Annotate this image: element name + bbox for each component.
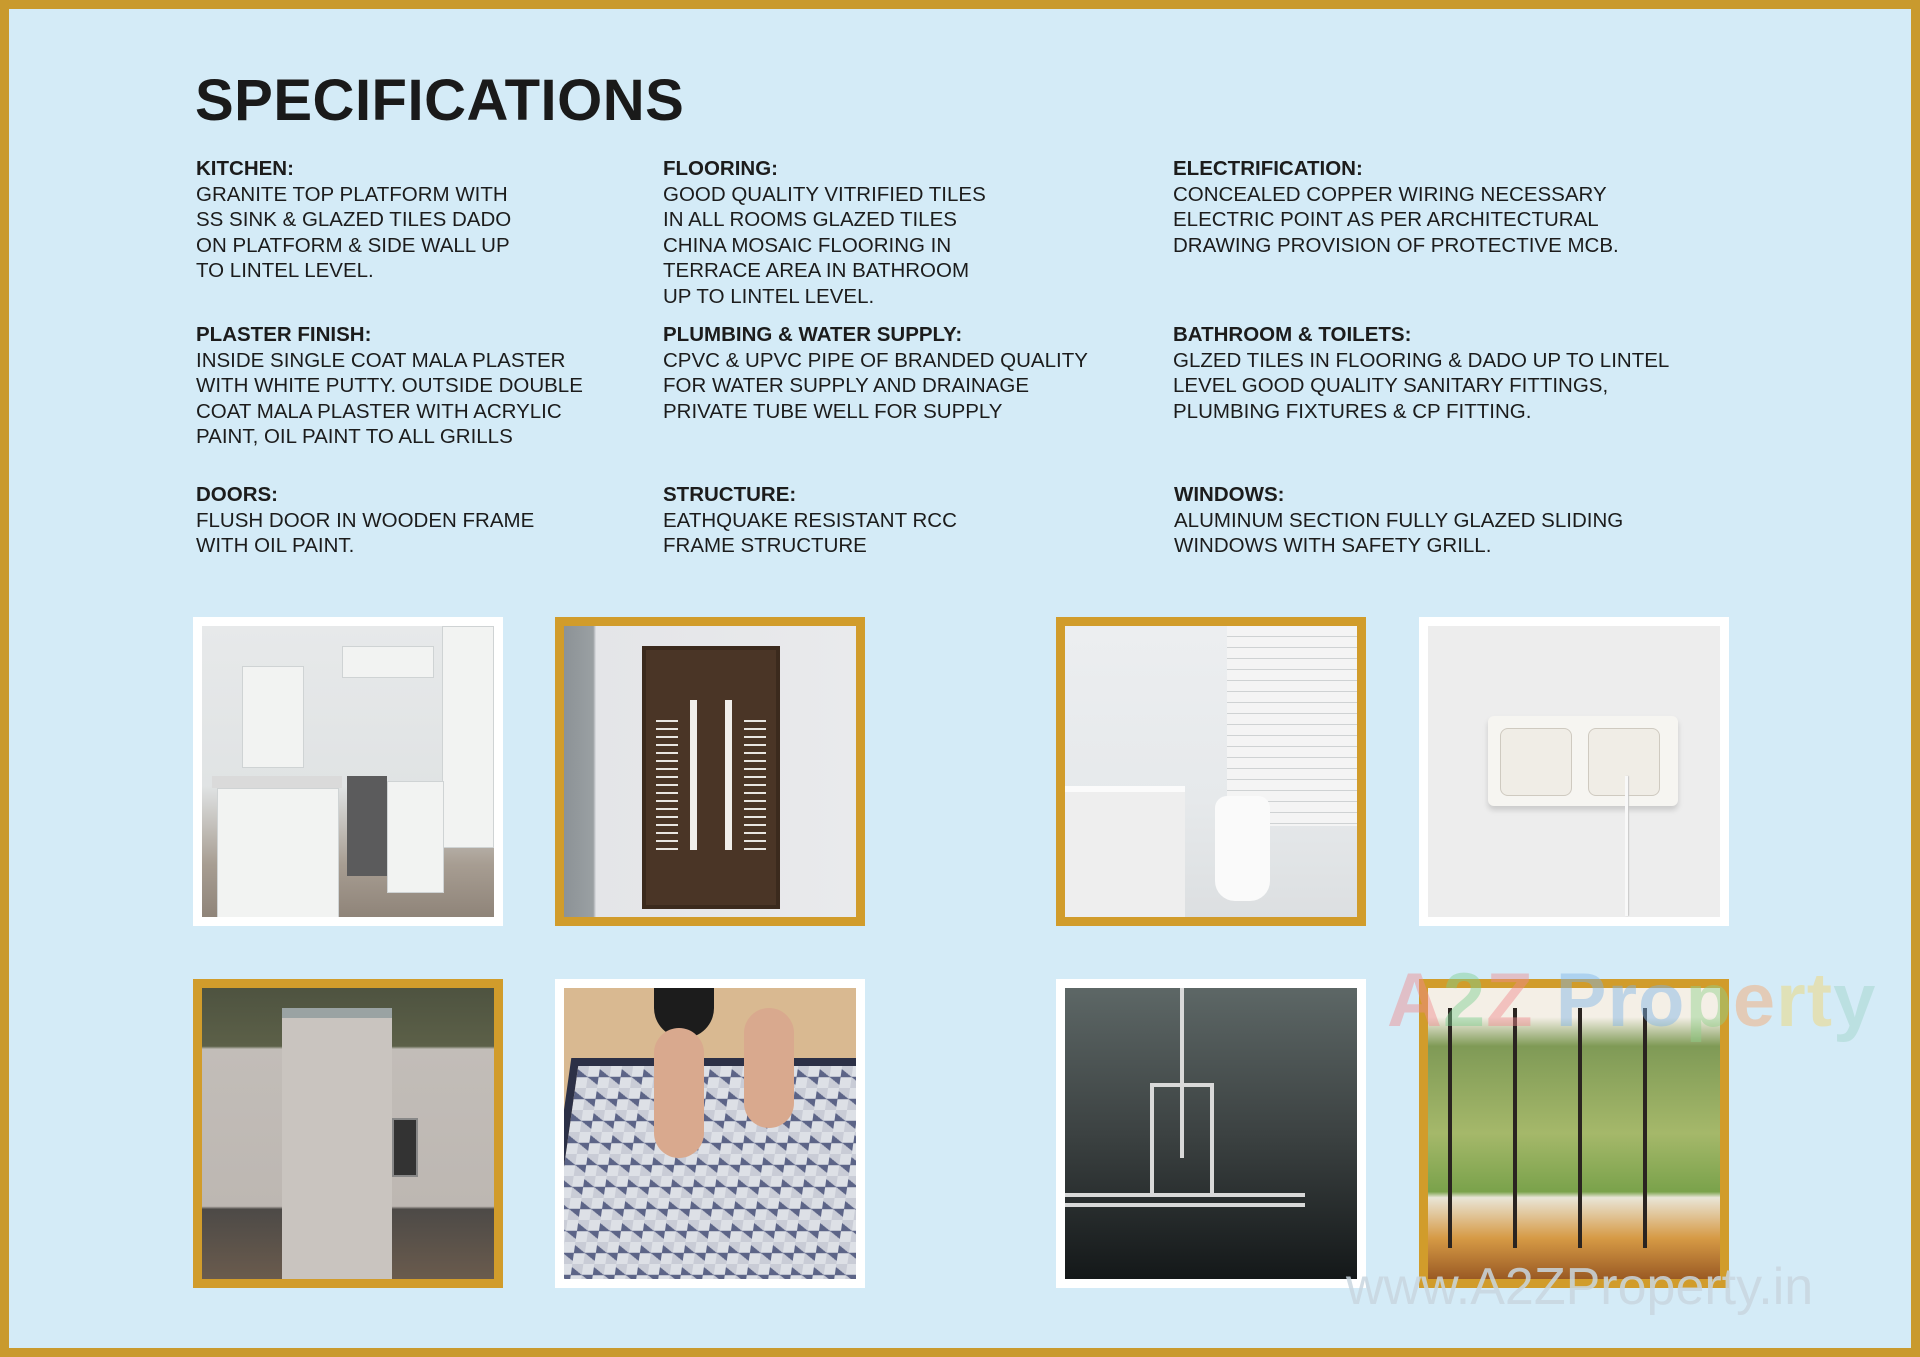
spec-heading: WINDOWS:	[1174, 483, 1285, 506]
floor-image	[564, 988, 856, 1279]
plumbing-image	[1065, 988, 1357, 1279]
spec-line: GOOD QUALITY VITRIFIED TILES	[663, 182, 986, 206]
spec-heading: FLOORING:	[663, 157, 779, 180]
specifications-page	[9, 9, 1911, 1348]
spec-line: PLUMBING FIXTURES & CP FITTING.	[1173, 399, 1532, 423]
spec-bathroom-toilets	[1173, 322, 1669, 424]
bathroom-image	[1065, 626, 1357, 917]
spec-plumbing	[663, 322, 1088, 424]
spec-line: FRAME STRUCTURE	[663, 534, 867, 557]
photo-door	[555, 617, 865, 926]
spec-heading: KITCHEN:	[196, 157, 294, 180]
spec-kitchen	[196, 156, 511, 284]
spec-plaster-finish	[196, 322, 583, 450]
url-watermark: www.A2ZProperty.in	[1346, 1258, 1814, 1316]
spec-line: FLUSH DOOR IN WOODEN FRAME	[196, 508, 535, 532]
spec-line: PAINT, OIL PAINT TO ALL GRILLS	[196, 425, 513, 448]
spec-heading: DOORS:	[196, 483, 278, 506]
spec-line: WITH WHITE PUTTY. OUTSIDE DOUBLE	[196, 374, 583, 397]
spec-heading: ELECTRIFICATION:	[1173, 157, 1363, 180]
photo-sliding-windows	[1419, 979, 1729, 1288]
spec-electrification	[1173, 156, 1619, 258]
spec-heading: BATHROOM & TOILETS:	[1173, 323, 1412, 346]
spec-line: WITH OIL PAINT.	[196, 534, 355, 557]
spec-line: PRIVATE TUBE WELL FOR SUPPLY	[663, 399, 1003, 423]
spec-line: WINDOWS WITH SAFETY GRILL.	[1174, 534, 1492, 557]
socket-image	[1428, 626, 1720, 917]
spec-line: ALUMINUM SECTION FULLY GLAZED SLIDING	[1174, 508, 1624, 532]
spec-line: FOR WATER SUPPLY AND DRAINAGE	[663, 374, 1030, 397]
spec-line: INSIDE SINGLE COAT MALA PLASTER	[196, 348, 566, 372]
photo-bathroom	[1056, 617, 1366, 926]
spec-line: GLZED TILES IN FLOORING & DADO UP TO LINTEL	[1173, 348, 1670, 372]
photo-mosaic-floor	[555, 979, 865, 1288]
spec-line: GRANITE TOP PLATFORM WITH	[196, 182, 508, 206]
spec-line: UP TO LINTEL LEVEL.	[663, 284, 875, 308]
spec-line: COAT MALA PLASTER WITH ACRYLIC	[196, 399, 562, 423]
spec-line: LEVEL GOOD QUALITY SANITARY FITTINGS,	[1173, 374, 1609, 397]
spec-line: SS SINK & GLAZED TILES DADO	[196, 208, 512, 231]
page-title: SPECIFICATIONS	[195, 68, 685, 133]
spec-structure	[663, 482, 957, 559]
photo-plumbing	[1056, 979, 1366, 1288]
windows-image	[1428, 988, 1720, 1279]
photo-plaster-wall	[193, 979, 503, 1288]
spec-heading: PLUMBING & WATER SUPPLY:	[663, 323, 963, 346]
kitchen-image	[202, 626, 494, 917]
wall-image	[202, 988, 494, 1279]
door-image	[564, 626, 856, 917]
spec-doors	[196, 482, 534, 559]
spec-line: ELECTRIC POINT AS PER ARCHITECTURAL	[1173, 208, 1599, 231]
spec-line: CONCEALED COPPER WIRING NECESSARY	[1173, 182, 1607, 206]
spec-line: EATHQUAKE RESISTANT RCC	[663, 508, 957, 532]
spec-heading: PLASTER FINISH:	[196, 323, 372, 346]
spec-line: CHINA MOSAIC FLOORING IN	[663, 233, 952, 257]
spec-line: CPVC & UPVC PIPE OF BRANDED QUALITY	[663, 348, 1088, 372]
photo-socket	[1419, 617, 1729, 926]
spec-line: TERRACE AREA IN BATHROOM	[663, 259, 970, 282]
spec-flooring	[663, 156, 986, 309]
a2z-logo-watermark: A2Z Property	[1387, 958, 1877, 1043]
spec-heading: STRUCTURE:	[663, 483, 797, 506]
spec-line: TO LINTEL LEVEL.	[196, 259, 374, 282]
spec-line: DRAWING PROVISION OF PROTECTIVE MCB.	[1173, 233, 1619, 257]
spec-line: IN ALL ROOMS GLAZED TILES	[663, 208, 957, 231]
spec-windows	[1174, 482, 1623, 559]
spec-line: ON PLATFORM & SIDE WALL UP	[196, 233, 510, 257]
photo-kitchen	[193, 617, 503, 926]
